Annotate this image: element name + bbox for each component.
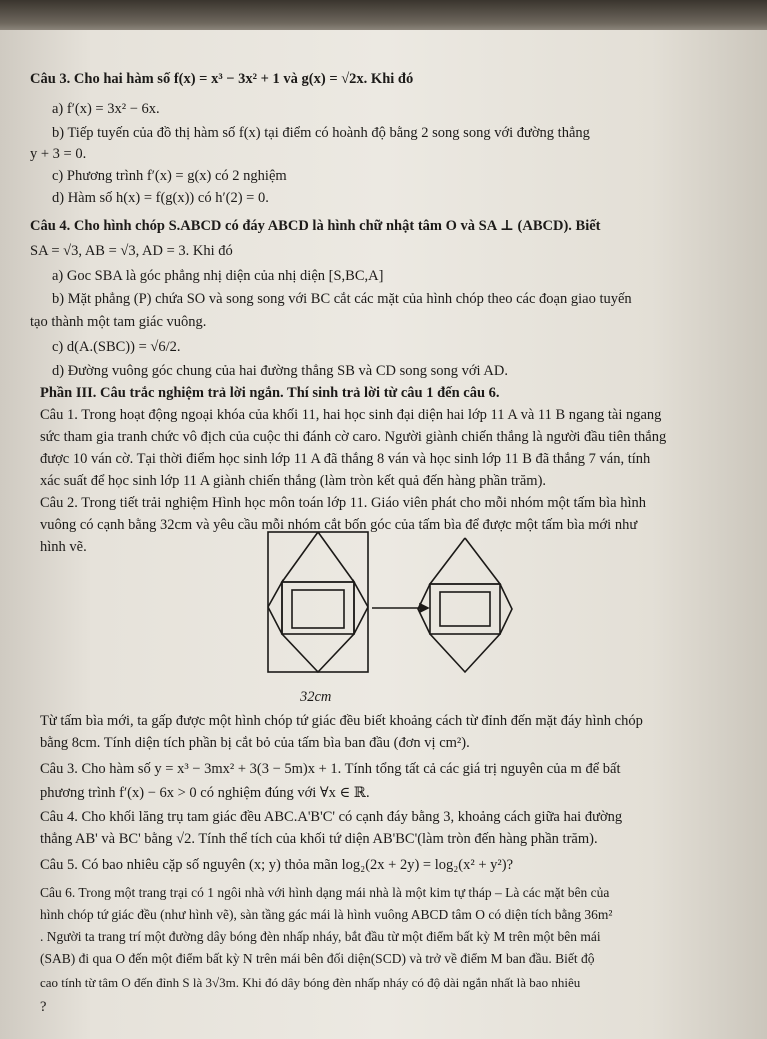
p3-q5: Câu 5. Có bao nhiêu cặp số nguyên (x; y) thỏa mãn log₂(2x + 2y) = log₂(x² + y²)? [40,857,514,873]
p3-q3-l2: phương trình f′(x) − 6x > 0 có nghiệm đúng với ∀x ∈ ℝ. [40,785,370,801]
outer-cardboard-square [268,532,368,672]
p3-q3-l1: Câu 3. Cho hàm số y = x³ − 3mx² + 3(3 − 5m)x + 1. Tính tổng tất cả các giá trị nguyên của m để bất [40,761,621,777]
p3-q6-l5: cao tính từ tâm O đến đỉnh S là 3√3m. Khi đó dây bóng đèn nhấp nháy có độ dài ngắn nhất là bao nhiêu [40,975,581,990]
p3-q4-l2: thẳng AB' và BC' bằng √2. Tính thể tích của khối tứ diện AB'BC'(làm tròn đến hàng phần trăm). [40,831,598,847]
q4-d: d) Đường vuông góc chung của hai đường thẳng SB và CD song song với AD. [52,363,508,379]
q4-given: SA = √3, AB = √3, AD = 3. Khi đó [30,243,233,259]
q3-intro: Câu 3. Cho hai hàm số f(x) = x³ − 3x² + 1 và g(x) = √2x. Khi đó [30,71,414,87]
p3-q2-l1: Câu 2. Trong tiết trải nghiệm Hình học môn toán lớp 11. Giáo viên phát cho mỗi nhóm một tấm bìa hình [40,495,646,511]
p3-q1-l1: Câu 1. Trong hoạt động ngoại khóa của khối 11, hai học sinh đại diện hai lớp 11 A và 11 B ngang tài ngang [40,407,662,423]
triangle-top-left [282,532,354,582]
q3-a: a) f′(x) = 3x² − 6x. [52,101,160,117]
p3-q2-l3: hình vẽ. [40,539,87,555]
triangle-top-right [430,538,500,584]
q4-intro: Câu 4. Cho hình chóp S.ABCD có đáy ABCD là hình chữ nhật tâm O và SA ⊥ (ABCD). Biết [30,218,601,234]
p3-q2-l5: bằng 8cm. Tính diện tích phần bị cắt bỏ của tấm bìa ban đầu (đơn vị cm²). [40,735,470,751]
p3-q1-l2: sức tham gia tranh chức vô địch của cuộc thi đánh cờ caro. Người giành chiến thắng là người đầu tiên thắng [40,429,667,445]
q3-b: b) Tiếp tuyến của đồ thị hàm số f(x) tại điểm có hoành độ bằng 2 song song với đường thẳng [52,125,590,141]
triangle-right-right [500,584,512,634]
q3-d: d) Hàm số h(x) = f(g(x)) có h′(2) = 0. [52,190,269,206]
p3-q1-l3: được 10 ván cờ. Tại thời điểm học sinh lớp 11 A đã thắng 8 ván và học sinh lớp 11 B đã thắng 7 ván, tính [40,451,651,467]
p3-q6-l6: ? [40,999,47,1015]
triangle-left-left [268,582,282,634]
part3-heading: Phần III. Câu trắc nghiệm trả lời ngắn. Thí sinh trả lời từ câu 1 đến câu 6. [40,385,500,401]
arrow-head [420,604,428,612]
inner-base-right [440,592,490,626]
inner-base-left [292,590,344,628]
p3-q6-l1: Câu 6. Trong một trang trại có 1 ngôi nhà với hình dạng mái nhà là một kim tự tháp – Là các mặt bên của [40,885,610,900]
p3-q2-l2: vuông có cạnh bằng 32cm và yêu cầu mỗi nhóm cắt bốn góc của tấm bìa để được một tấm bìa mới như [40,517,638,533]
p3-q6-l4: (SAB) đi qua O đến một điểm bất kỳ N trên mái bên đối diện(SCD) và trở về điểm M ban đầu. Biết độ [40,951,595,966]
triangle-right-left [354,582,368,634]
cut-net-figure [268,532,518,707]
p3-q2-l4: Từ tấm bìa mới, ta gấp được một hình chóp tứ giác đều biết khoảng cách từ đỉnh đến mặt đáy hình chóp [40,713,643,729]
figure-caption: 32cm [300,689,332,705]
p3-q4-l1: Câu 4. Cho khối lăng trụ tam giác đều ABC.A'B'C' có cạnh đáy bằng 3, khoảng cách giữa hai đường [40,809,623,825]
q4-c: c) d(A.(SBC)) = √6/2. [52,339,181,355]
triangle-bottom-left [282,634,354,672]
p3-q6-l2: hình chóp tứ giác đều (như hình vẽ), sàn tầng gác mái là hình vuông ABCD tâm O có diện tích bằng 36m² [40,907,613,922]
q4-b: b) Mặt phẳng (P) chứa SO và song song với BC cắt các mặt của hình chóp theo các đoạn giao tuyến [52,291,632,307]
p3-q1-l4: xác suất để học sinh lớp 11 A giành chiến thắng (làm tròn kết quả đến hàng phần trăm). [40,473,547,489]
q3-c: c) Phương trình f′(x) = g(x) có 2 nghiệm [52,168,287,184]
q4-b-cont: tạo thành một tam giác vuông. [30,314,207,330]
triangle-bottom-right [430,634,500,672]
q3-b-cont: y + 3 = 0. [30,146,87,162]
q4-a: a) Goc SBA là góc phẳng nhị diện của nhị diện [S,BC,A] [52,268,384,284]
p3-q6-l3: . Người ta trang trí một đường dây bóng đèn nhấp nháy, bắt đầu từ một điểm bất kỳ M trên một bên mái [40,929,601,944]
